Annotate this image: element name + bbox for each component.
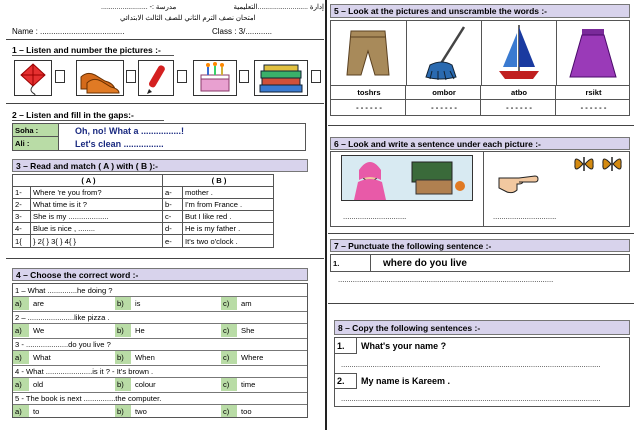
answer-blank[interactable]: - - - - - -: [556, 99, 629, 115]
option-letter: c): [221, 351, 237, 364]
b-num: d-: [163, 223, 183, 235]
scrambled-word: ombor: [406, 85, 481, 99]
answer-blank[interactable]: - - - - - -: [406, 99, 481, 115]
divider: [6, 103, 324, 104]
speaker-ali: Ali :: [13, 137, 59, 150]
q4-question: 2 – ......................like pizza .: [13, 311, 307, 324]
q6-title: 6 – Look and write a sentence under each picture :-: [330, 137, 630, 150]
q7-title: 7 – Punctuate the following sentence :-: [330, 239, 630, 252]
a-num: 2-: [13, 199, 31, 211]
a-num: 1{: [13, 235, 31, 247]
sailboat-image: [481, 21, 557, 85]
option-word[interactable]: When: [135, 353, 155, 362]
scrambled-word: toshrs: [331, 85, 406, 99]
option-letter: b): [115, 351, 131, 364]
q1-answer-box-1[interactable]: [55, 70, 65, 83]
q8-answer-line-1[interactable]: ...........................................................................................................................: [341, 359, 601, 369]
a-text: She is my ...................: [31, 211, 163, 223]
q6-table: [330, 151, 630, 227]
q4-table: [12, 283, 308, 418]
books-image: [254, 60, 308, 96]
option-word[interactable]: He: [135, 326, 145, 335]
header-school: مدرسة :- ........................: [101, 4, 177, 11]
skirt-image: [556, 21, 629, 85]
q8-box: [334, 337, 630, 407]
option-letter: c): [221, 405, 237, 417]
q2-title: 2 – Listen and fill in the gaps:-: [12, 109, 164, 121]
q2-line-1[interactable]: Oh, no! What a ................!: [75, 125, 184, 136]
q4-question: 5 - The book is next ...............the computer.: [13, 392, 307, 405]
a-text: Where 're you from?: [31, 187, 163, 199]
header-exam-title: امتحان نصف الترم الثاني للصف الثالث الابتدائي: [120, 15, 256, 22]
answer-blank[interactable]: - - - - - -: [481, 99, 556, 115]
answer-blank[interactable]: - - - - - -: [331, 99, 406, 115]
q4-question: 4 - What ......................is it ? - It's brown .: [13, 365, 307, 378]
option-word[interactable]: Where: [241, 353, 264, 362]
divider: [6, 39, 324, 40]
shoes-image: [76, 60, 124, 96]
shorts-image: [331, 21, 407, 85]
q1-answer-box-3[interactable]: [177, 70, 187, 83]
answer-brackets[interactable]: } 2{ } 3{ } 4{ }: [31, 235, 163, 247]
option-word[interactable]: She: [241, 326, 255, 335]
b-text: It's two o'clock .: [185, 236, 238, 246]
q1-title: 1 – Listen and number the pictures :-: [12, 44, 174, 56]
butterflies-image: [573, 153, 629, 175]
q8-number-1: 1.: [335, 338, 357, 354]
kite-image: [14, 60, 52, 96]
inner-divider: [483, 152, 484, 226]
q7-answer-line[interactable]: ......................................................................................................: [338, 275, 554, 284]
divider: [328, 125, 634, 126]
pen-image: [138, 60, 174, 96]
header-arabic-line-1: [6, 3, 324, 13]
option-letter: c): [221, 324, 237, 337]
q5-table: [330, 20, 630, 116]
option-letter: a): [13, 297, 29, 310]
option-word[interactable]: to: [33, 406, 40, 416]
cake-image: [193, 60, 237, 96]
option-letter: b): [115, 378, 131, 391]
q7-box: [330, 254, 630, 272]
q2-table: [12, 123, 306, 151]
option-word[interactable]: What: [33, 353, 51, 362]
col-a-header: ( A ): [13, 175, 163, 187]
q6-answer-line-2[interactable]: ..............................: [493, 211, 557, 221]
header-administration: إدارة ..........................التعليمية: [233, 4, 324, 11]
q8-title: 8 – Copy the following sentences :-: [334, 320, 630, 335]
q8-sentence-2: My name is Kareem .: [361, 376, 451, 386]
a-text: Blue is nice , ........: [31, 223, 163, 235]
a-num: 4-: [13, 223, 31, 235]
q3-title: 3 – Read and match ( A ) with ( B ):-: [12, 159, 308, 172]
q5-title: 5 – Look at the pictures and unscramble the words :-: [330, 4, 630, 18]
scrambled-word: rsikt: [556, 85, 629, 99]
q2-line-2[interactable]: Let's clean ................: [75, 138, 164, 149]
q7-number: 1.: [331, 255, 371, 271]
teacher-classroom-image: [341, 155, 473, 201]
a-num: 1-: [13, 187, 31, 199]
pointing-hand-image: [495, 166, 539, 196]
option-letter: a): [13, 405, 29, 417]
q3-table: [12, 174, 274, 248]
option-letter: c): [221, 378, 237, 391]
class-field[interactable]: Class : 3/............: [212, 27, 273, 36]
option-letter: b): [115, 297, 131, 310]
option-word[interactable]: We: [33, 326, 45, 335]
q8-number-2: 2.: [335, 373, 357, 389]
b-num: a-: [163, 187, 183, 199]
divider: [328, 303, 634, 304]
option-word[interactable]: old: [33, 380, 44, 389]
q8-answer-line-2[interactable]: ...........................................................................................................................: [341, 393, 601, 403]
option-letter: b): [115, 324, 131, 337]
option-word[interactable]: time: [241, 380, 256, 389]
col-b-header: ( B ): [163, 175, 273, 187]
speaker-soha: Soha :: [13, 124, 59, 137]
option-word[interactable]: am: [241, 299, 252, 308]
option-word[interactable]: are: [33, 299, 44, 308]
b-text: But I like red .: [183, 211, 273, 223]
a-text: What time is it ?: [31, 199, 163, 211]
option-letter: c): [221, 297, 237, 310]
option-word[interactable]: too: [241, 406, 252, 416]
scrambled-word: atbo: [481, 85, 556, 99]
q7-sentence: where do you live: [383, 257, 467, 269]
q8-sentence-1: What's your name ?: [361, 341, 447, 351]
q1-answer-box-2[interactable]: [126, 70, 136, 83]
b-num: c-: [163, 211, 183, 223]
a-num: 3-: [13, 211, 31, 223]
option-word[interactable]: two: [135, 406, 147, 416]
q1-answer-box-4[interactable]: [239, 70, 249, 83]
option-letter: a): [13, 351, 29, 364]
option-letter: b): [115, 405, 131, 417]
b-num: b-: [163, 199, 183, 211]
b-text: mother .: [183, 187, 273, 199]
q4-question: 3 - ....................do you live ?: [13, 338, 307, 351]
q4-question: 1 – What ..............he doing ?: [13, 284, 307, 297]
b-num: e-: [163, 235, 183, 247]
column-divider: [325, 0, 327, 430]
divider: [328, 233, 634, 234]
option-word[interactable]: is: [135, 299, 141, 308]
q6-answer-line-1[interactable]: ..............................: [343, 211, 407, 221]
b-text: He is my father .: [183, 223, 273, 235]
divider: [6, 258, 324, 259]
b-text: I'm from France .: [183, 199, 273, 211]
option-word[interactable]: colour: [135, 380, 156, 389]
option-letter: a): [13, 378, 29, 391]
option-letter: a): [13, 324, 29, 337]
q1-answer-box-5[interactable]: [311, 70, 321, 83]
mop-image: [406, 21, 482, 85]
q4-title: 4 – Choose the correct word :-: [12, 268, 308, 281]
name-field[interactable]: Name : ......................................: [12, 27, 125, 36]
